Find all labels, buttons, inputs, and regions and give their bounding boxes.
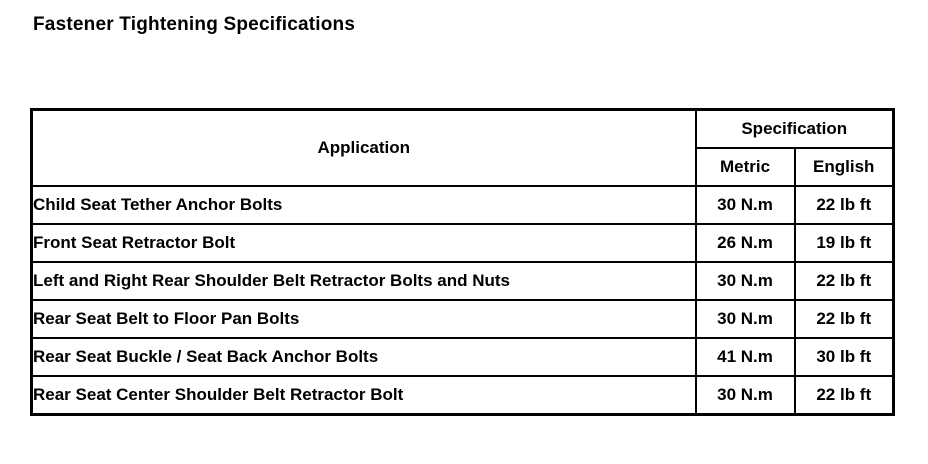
cell-metric: 30 N.m <box>696 376 795 415</box>
table-row <box>32 338 894 376</box>
cell-metric: 26 N.m <box>696 224 795 262</box>
table-row <box>32 262 894 300</box>
cell-english: 22 lb ft <box>795 300 894 338</box>
cell-application: Left and Right Rear Shoulder Belt Retractor Bolts and Nuts <box>32 262 696 300</box>
table-header <box>32 110 894 187</box>
cell-metric: 30 N.m <box>696 186 795 224</box>
cell-application: Rear Seat Center Shoulder Belt Retractor Bolt <box>32 376 696 415</box>
table-row <box>32 186 894 224</box>
cell-english: 22 lb ft <box>795 186 894 224</box>
cell-english: 19 lb ft <box>795 224 894 262</box>
table-header-row-1 <box>32 110 894 149</box>
cell-application: Rear Seat Belt to Floor Pan Bolts <box>32 300 696 338</box>
page-title: Fastener Tightening Specifications <box>33 14 356 35</box>
fastener-specifications-table <box>30 108 895 416</box>
column-header-specification: Specification <box>696 110 894 149</box>
cell-application: Child Seat Tether Anchor Bolts <box>32 186 696 224</box>
cell-metric: 41 N.m <box>696 338 795 376</box>
cell-metric: 30 N.m <box>696 262 795 300</box>
fastener-specifications-table-container <box>30 108 892 416</box>
table-row <box>32 376 894 415</box>
column-header-english: English <box>795 148 894 186</box>
cell-english: 30 lb ft <box>795 338 894 376</box>
cell-application: Front Seat Retractor Bolt <box>32 224 696 262</box>
column-header-application: Application <box>32 110 696 187</box>
table-row <box>32 224 894 262</box>
cell-english: 22 lb ft <box>795 376 894 415</box>
cell-application: Rear Seat Buckle / Seat Back Anchor Bolts <box>32 338 696 376</box>
table-row <box>32 300 894 338</box>
cell-metric: 30 N.m <box>696 300 795 338</box>
table-body <box>32 186 894 415</box>
cell-english: 22 lb ft <box>795 262 894 300</box>
column-header-metric: Metric <box>696 148 795 186</box>
